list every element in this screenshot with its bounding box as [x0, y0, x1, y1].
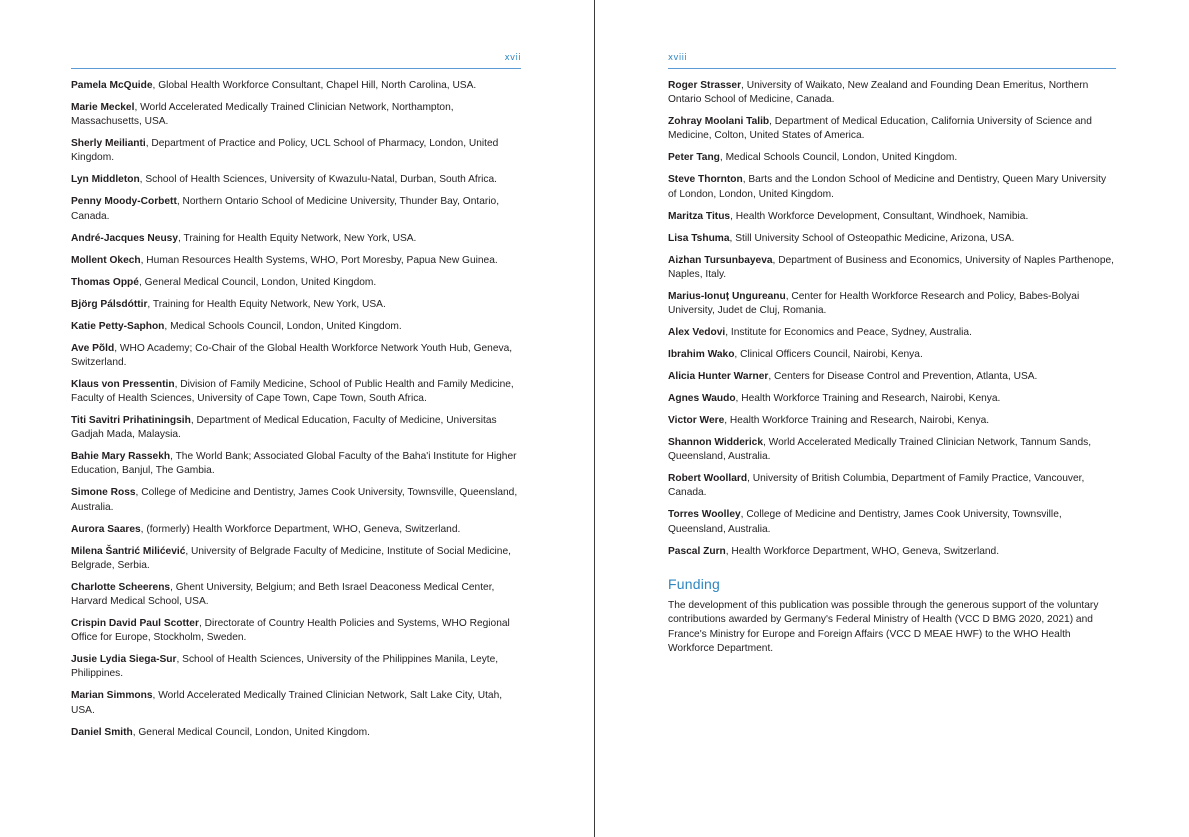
contributor-affiliation: , College of Medicine and Dentistry, James Cook University, Townsville, Queensland, Australia.: [71, 487, 518, 513]
contributor-name: Maritza Titus: [668, 210, 731, 222]
contributor-name: Torres Woolley: [668, 509, 741, 521]
contributor-name: Zohray Moolani Talib: [668, 116, 770, 128]
contributor-affiliation: , Institute for Economics and Peace, Sydney, Australia.: [725, 327, 972, 339]
page-number-left: xvii: [504, 53, 521, 63]
contributor-name: Steve Thornton: [668, 174, 743, 186]
contributor-name: Simone Ross: [71, 487, 136, 499]
contributor-affiliation: , The World Bank; Associated Global Faculty of the Baha'i Institute for Higher Education, Banjul, The Gambia.: [71, 451, 517, 477]
contributor-entry: [668, 508, 1116, 536]
contributor-entry: [668, 210, 1116, 224]
contributor-name: André-Jacques Neusy: [71, 232, 179, 244]
contributor-affiliation: , Barts and the London School of Medicine and Dentistry, Queen Mary University of London, London, United Kingdom.: [668, 174, 1107, 200]
contributor-affiliation: , Centers for Disease Control and Prevention, Atlanta, USA.: [768, 371, 1038, 383]
contributor-entry: [71, 414, 521, 442]
contributor-affiliation: , Global Health Workforce Consultant, Chapel Hill, North Carolina, USA.: [152, 80, 477, 91]
contributor-entry: [668, 370, 1116, 384]
contributor-affiliation: , (formerly) Health Workforce Department, WHO, Geneva, Switzerland.: [140, 523, 461, 535]
contributor-entry: [668, 290, 1116, 318]
contributor-entry: [668, 232, 1116, 246]
contributor-name: Penny Moody-Corbett: [71, 196, 177, 208]
contributor-affiliation: , University of Belgrade Faculty of Medicine, Institute of Social Medicine, Belgrade, Serbia.: [71, 545, 511, 571]
left-page: [71, 0, 521, 837]
contributor-entry: [71, 450, 521, 478]
contributor-affiliation: , Health Workforce Training and Research, Nairobi, Kenya.: [735, 393, 1001, 405]
contributor-name: Agnes Waudo: [668, 393, 736, 405]
header-rule-left: [71, 68, 521, 69]
contributor-entry: [71, 545, 521, 573]
contributor-affiliation: , College of Medicine and Dentistry, James Cook University, Townsville, Queensland, Australia.: [668, 509, 1062, 535]
contributor-entry: [71, 486, 521, 514]
contributor-affiliation: , Health Workforce Department, WHO, Geneva, Switzerland.: [725, 545, 1000, 557]
contributor-affiliation: , Training for Health Equity Network, New York, USA.: [147, 298, 386, 310]
contributor-name: Titi Savitri Prihatiningsih: [71, 415, 191, 427]
contributor-entry: [668, 348, 1116, 362]
contributor-name: Marius-Ionuț Ungureanu: [668, 290, 786, 302]
contributor-name: Charlotte Scheerens: [71, 581, 171, 593]
contributor-name: Jusie Lydia Siega-Sur: [71, 654, 177, 666]
contributor-entry: [71, 137, 521, 165]
contributor-entry: [71, 254, 521, 268]
contributor-affiliation: , Medical Schools Council, London, United Kingdom.: [719, 152, 958, 164]
contributor-affiliation: , Department of Business and Economics, University of Naples Parthenope, Naples, Italy.: [668, 254, 1114, 280]
contributor-entry: [71, 232, 521, 246]
contributor-name: Alex Vedovi: [668, 327, 726, 339]
contributor-name: Björg Pálsdóttir: [71, 298, 148, 310]
contributor-affiliation: , World Accelerated Medically Trained Clinician Network, Salt Lake City, Utah, USA.: [71, 690, 503, 716]
contributor-affiliation: , Medical Schools Council, London, United Kingdom.: [164, 320, 402, 332]
contributor-affiliation: , World Accelerated Medically Trained Clinician Network, Tannum Sands, Queensland, Australia.: [668, 437, 1092, 463]
contributor-entry: [71, 101, 521, 129]
page-number-right: xviii: [668, 53, 688, 63]
contributor-affiliation: , Clinical Officers Council, Nairobi, Kenya.: [734, 349, 923, 361]
contributor-name: Lisa Tshuma: [668, 232, 730, 244]
contributor-name: Sherly Meilianti: [71, 138, 146, 150]
contributor-entry: [71, 342, 521, 370]
contributor-affiliation: , School of Health Sciences, University of the Philippines Manila, Leyte, Philippines.: [71, 654, 499, 680]
contributor-affiliation: , Division of Family Medicine, School of Public Health and Family Medicine, Faculty of Health Sciences, University of Cape Town, Cape Town, South Africa.: [71, 378, 514, 405]
contributor-entry: [71, 689, 521, 717]
contributor-affiliation: , Human Resources Health Systems, WHO, Port Moresby, Papua New Guinea.: [140, 254, 498, 266]
contributor-list-left: [71, 79, 521, 748]
contributor-entry: [71, 581, 521, 609]
contributor-affiliation: , General Medical Council, London, United Kingdom.: [138, 276, 377, 288]
contributor-affiliation: , Health Workforce Training and Research, Nairobi, Kenya.: [724, 415, 990, 427]
contributor-entry: [71, 378, 521, 406]
contributor-name: Roger Strasser: [668, 80, 742, 91]
contributor-entry: [668, 326, 1116, 340]
contributor-name: Aizhan Tursunbayeva: [668, 254, 773, 266]
contributor-entry: [71, 195, 521, 223]
contributor-name: Crispin David Paul Scotter: [71, 618, 199, 630]
contributor-name: Aurora Saares: [71, 523, 141, 535]
funding-paragraph: The development of this publication was possible through the generous support of the voluntary contributions awarded by Germany's Federal Ministry of Health (VCC D BMG 2020, 2021) and France's Ministry for Europe and Foreign Affairs (VCC D MEAE HWF) to the WHO Health Workforce Department.: [668, 599, 1099, 655]
contributor-name: Victor Were: [668, 415, 725, 427]
contributor-entry: [71, 653, 521, 681]
contributor-name: Lyn Middleton: [71, 174, 140, 186]
contributor-name: Bahie Mary Rassekh: [71, 451, 171, 463]
contributor-entry: [668, 436, 1116, 464]
contributor-name: Ave Põld: [71, 342, 115, 354]
contributor-name: Peter Tang: [668, 152, 720, 164]
contributor-affiliation: , Center for Health Workforce Research and Policy, Babes-Bolyai University, Judet de Cluj, Romania.: [668, 290, 1080, 317]
right-column: [668, 79, 1116, 656]
contributor-name: Ibrahim Wako: [668, 349, 735, 361]
contributor-affiliation: , University of British Columbia, Department of Family Practice, Vancouver, Canada.: [668, 473, 1085, 499]
contributor-affiliation: , Department of Medical Education, California University of Science and Medicine, Colton, United States of America.: [668, 116, 1092, 142]
contributor-entry: [71, 523, 521, 537]
contributor-entry: [71, 726, 521, 740]
contributor-entry: [71, 276, 521, 290]
contributor-name: Robert Woollard: [668, 473, 748, 485]
contributor-name: Shannon Widderick: [668, 437, 764, 449]
header-rule-right: [668, 68, 1116, 69]
contributor-entry: [668, 392, 1116, 406]
contributor-affiliation: , Northern Ontario School of Medicine University, Thunder Bay, Ontario, Canada.: [71, 196, 500, 222]
contributor-affiliation: , Training for Health Equity Network, New York, USA.: [178, 232, 417, 244]
contributor-entry: [668, 151, 1116, 165]
contributor-name: Klaus von Pressentin: [71, 378, 175, 390]
contributor-entry: [668, 414, 1116, 428]
contributor-name: Marian Simmons: [71, 690, 153, 702]
contributor-name: Alicia Hunter Warner: [668, 371, 769, 383]
contributor-entry: [668, 545, 1116, 559]
contributor-name: Milena Šantrić Milićević: [71, 545, 186, 557]
contributor-entry: [71, 298, 521, 312]
contributor-name: Pamela McQuide: [71, 80, 153, 91]
funding-heading: Funding: [668, 575, 720, 592]
contributor-name: Daniel Smith: [71, 726, 133, 738]
contributor-name: Marie Meckel: [71, 102, 135, 113]
contributor-name: Katie Petty-Saphon: [71, 320, 165, 332]
contributor-name: Thomas Oppé: [71, 276, 139, 288]
contributor-affiliation: , Department of Medical Education, Faculty of Medicine, Universitas Gadjah Mada, Malaysia.: [71, 415, 497, 441]
contributor-entry: [71, 79, 521, 93]
contributor-entry: [71, 617, 521, 645]
contributor-entry: [668, 115, 1116, 143]
contributor-name: Pascal Zurn: [668, 545, 726, 557]
contributor-affiliation: , University of Waikato, New Zealand and Founding Dean Emeritus, Northern Ontario School of Medicine, Canada.: [668, 80, 1089, 106]
contributor-entry: [668, 472, 1116, 500]
contributor-affiliation: , Ghent University, Belgium; and Beth Israel Deaconess Medical Center, Harvard Medical School, USA.: [71, 581, 495, 608]
contributor-entry: [668, 173, 1116, 201]
contributor-entry: [71, 173, 521, 187]
contributor-affiliation: , WHO Academy; Co-Chair of the Global Health Workforce Network Youth Hub, Geneva, Switzerland.: [71, 342, 513, 368]
contributor-name: Mollent Okech: [71, 254, 141, 266]
contributor-affiliation: , Still University School of Osteopathic Medicine, Arizona, USA.: [729, 232, 1015, 244]
page-gutter-divider: [594, 0, 595, 837]
contributor-affiliation: , General Medical Council, London, United Kingdom.: [132, 726, 370, 738]
contributor-list-right: [668, 79, 1116, 559]
contributor-entry: [71, 320, 521, 334]
contributor-affiliation: , Department of Practice and Policy, UCL School of Pharmacy, London, United Kingdom.: [71, 138, 499, 164]
right-page: [668, 0, 1116, 837]
contributor-affiliation: , School of Health Sciences, University of Kwazulu-Natal, Durban, South Africa.: [139, 174, 497, 186]
contributor-entry: [668, 79, 1116, 107]
contributor-entry: [668, 254, 1116, 282]
contributor-affiliation: , World Accelerated Medically Trained Clinician Network, Northampton, Massachusetts, USA.: [71, 102, 454, 128]
contributor-affiliation: , Health Workforce Development, Consultant, Windhoek, Namibia.: [730, 210, 1029, 222]
contributor-affiliation: , Directorate of Country Health Policies and Systems, WHO Regional Office for Europe, Stockholm, Sweden.: [71, 618, 510, 644]
